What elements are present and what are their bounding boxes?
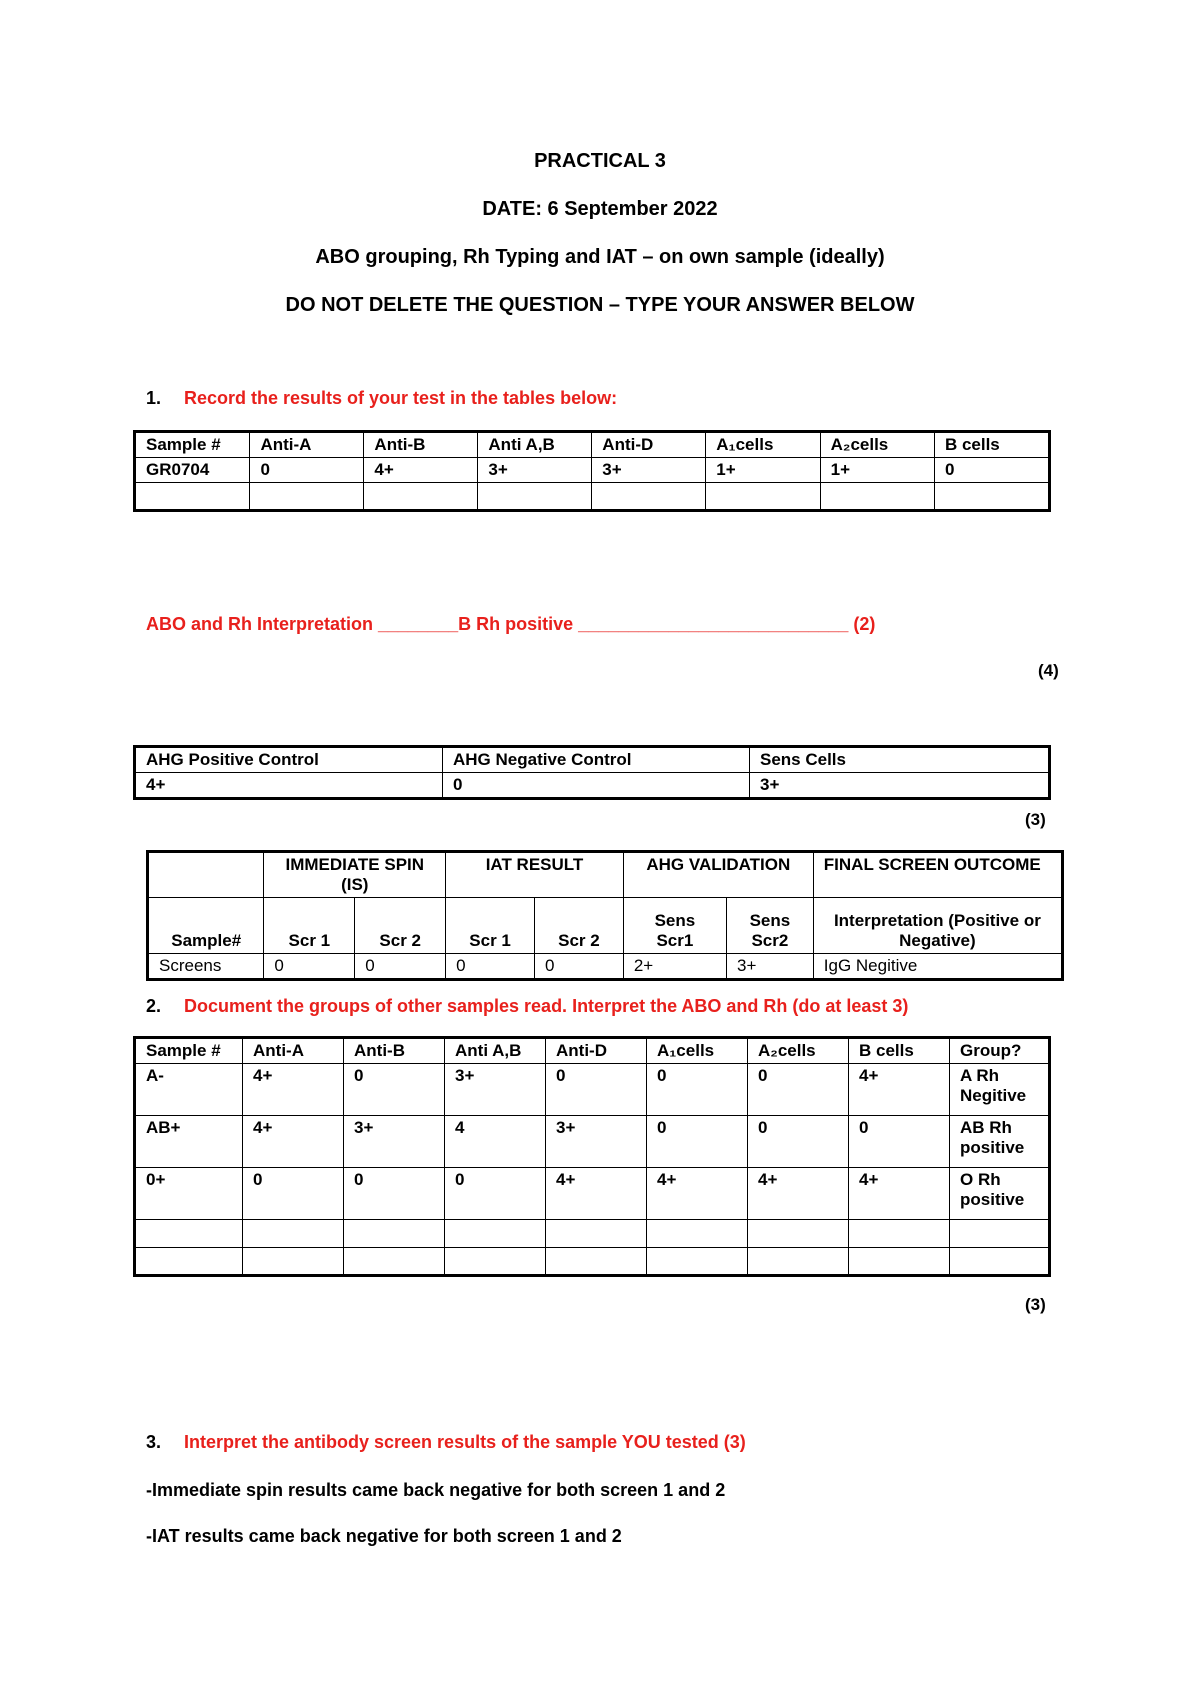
table-cell: 0 [748, 1116, 849, 1168]
table-header-cell: Sample # [135, 1038, 243, 1064]
table-cell: IgG Negitive [813, 954, 1062, 980]
table-row [135, 1116, 1050, 1168]
table-header-cell: A₁cells [706, 432, 820, 458]
table-header-cell: Interpretation (Positive or Negative) [813, 898, 1062, 954]
table-cell[interactable] [849, 1220, 950, 1248]
table-header-row [135, 747, 1050, 773]
table-cell: 0 [443, 773, 750, 799]
table-row-empty [135, 483, 1050, 511]
table-cell: 0 [647, 1116, 748, 1168]
table-cell: 4+ [849, 1168, 950, 1220]
table-cell: 0 [934, 458, 1049, 483]
q1-results-table [133, 430, 1051, 512]
question-1 [146, 388, 617, 409]
table-cell: 0 [446, 954, 535, 980]
table-cell: 1+ [706, 458, 820, 483]
mark-3-ahg: (3) [1025, 810, 1046, 829]
table-cell: 4+ [243, 1116, 344, 1168]
table-cell[interactable] [243, 1220, 344, 1248]
q3-answer-line: -Immediate spin results came back negative for both screen 1 and 2 [146, 1480, 726, 1500]
table-row [135, 773, 1050, 799]
table-header-row [135, 432, 1050, 458]
table-header-row [135, 1038, 1050, 1064]
table-cell: 3+ [478, 458, 592, 483]
table-header-cell: AHG Positive Control [135, 747, 443, 773]
table-cell: 0 [849, 1116, 950, 1168]
table-header-cell: Sens Cells [750, 747, 1050, 773]
table-cell: Screens [148, 954, 264, 980]
table-cell: 4+ [243, 1064, 344, 1116]
table-header-cell: Scr 2 [535, 898, 624, 954]
table-header-cell: Anti A,B [445, 1038, 546, 1064]
table-cell: 0 [748, 1064, 849, 1116]
question-3-text: Interpret the antibody screen results of the sample YOU tested (3) [184, 1432, 746, 1452]
q2-samples-table [133, 1036, 1051, 1277]
table-cell: 4+ [849, 1064, 950, 1116]
ahg-control-table [133, 745, 1051, 800]
table-cell: 3+ [546, 1116, 647, 1168]
table-cell: 0 [344, 1064, 445, 1116]
table-cell: 4 [445, 1116, 546, 1168]
table-cell[interactable] [706, 483, 820, 511]
date-line: DATE: 6 September 2022 [482, 198, 718, 220]
question-1-number: 1. [146, 388, 162, 408]
question-2 [146, 996, 908, 1017]
table-cell[interactable] [546, 1248, 647, 1276]
table-header-cell: Anti-D [592, 432, 706, 458]
antibody-screen-table [146, 850, 1064, 981]
table-cell[interactable] [748, 1248, 849, 1276]
table-cell: AB Rh positive [950, 1116, 1050, 1168]
table-header-cell: AHG Negative Control [443, 747, 750, 773]
table-cell: 3+ [726, 954, 813, 980]
table-header-cell: IMMEDIATE SPIN (IS) [264, 852, 446, 898]
table-header-cell: B cells [849, 1038, 950, 1064]
table-cell: 0 [243, 1168, 344, 1220]
table-header-cell: AHG VALIDATION [623, 852, 813, 898]
table-header-cell: A₂cells [748, 1038, 849, 1064]
table-header-cell: Scr 1 [446, 898, 535, 954]
table-row [135, 1064, 1050, 1116]
table-cell[interactable] [445, 1220, 546, 1248]
table-header-cell: Scr 1 [264, 898, 355, 954]
question-2-number: 2. [146, 996, 162, 1016]
table-cell: 4+ [546, 1168, 647, 1220]
table-header-cell: Sens Scr1 [623, 898, 726, 954]
table-cell: 0 [355, 954, 446, 980]
table-header-cell: A₂cells [820, 432, 934, 458]
table-cell: 4+ [135, 773, 443, 799]
instruction: DO NOT DELETE THE QUESTION – TYPE YOUR ANSWER BELOW [285, 294, 915, 316]
subtitle: ABO grouping, Rh Typing and IAT – on own sample (ideally) [315, 246, 885, 268]
q3-answer-line: -IAT results came back negative for both screen 1 and 2 [146, 1526, 622, 1546]
table-row-empty [135, 1248, 1050, 1276]
table-cell: 3+ [445, 1064, 546, 1116]
table-cell[interactable] [135, 1248, 243, 1276]
table-cell[interactable] [135, 483, 250, 511]
question-3 [146, 1432, 746, 1453]
table-header-cell: Sens Scr2 [726, 898, 813, 954]
table-header-cell: Anti-A [243, 1038, 344, 1064]
table-cell[interactable] [950, 1248, 1050, 1276]
table-header-cell: Sample # [135, 432, 250, 458]
table-cell[interactable] [546, 1220, 647, 1248]
table-row [135, 1168, 1050, 1220]
table-group-header-row [148, 852, 1063, 898]
table-header-cell: Anti-A [250, 432, 364, 458]
table-cell: GR0704 [135, 458, 250, 483]
table-cell[interactable] [849, 1248, 950, 1276]
table-header-cell: Sample# [148, 898, 264, 954]
table-row [135, 458, 1050, 483]
table-cell: O Rh positive [950, 1168, 1050, 1220]
table-cell: 0 [535, 954, 624, 980]
table-cell: 0+ [135, 1168, 243, 1220]
table-cell: 3+ [344, 1116, 445, 1168]
table-header-cell: Anti-D [546, 1038, 647, 1064]
table-row-empty [135, 1220, 1050, 1248]
table-cell: 0 [647, 1064, 748, 1116]
abo-rh-interpretation: ABO and Rh Interpretation ________B Rh positive ___________________________ (2) [146, 614, 876, 634]
table-sub-header-row [148, 898, 1063, 954]
table-cell: 1+ [820, 458, 934, 483]
table-cell[interactable] [344, 1220, 445, 1248]
table-cell[interactable] [364, 483, 478, 511]
table-cell: 0 [546, 1064, 647, 1116]
table-cell: 0 [445, 1168, 546, 1220]
table-header-cell: Anti-B [344, 1038, 445, 1064]
question-1-text: Record the results of your test in the tables below: [184, 388, 618, 408]
table-cell[interactable] [243, 1248, 344, 1276]
question-2-text: Document the groups of other samples read. Interpret the ABO and Rh (do at least 3) [184, 996, 909, 1016]
table-cell: A Rh Negitive [950, 1064, 1050, 1116]
table-cell: 4+ [748, 1168, 849, 1220]
table-cell: 3+ [750, 773, 1050, 799]
table-cell[interactable] [135, 1220, 243, 1248]
page-title: PRACTICAL 3 [534, 150, 666, 172]
table-cell[interactable] [647, 1220, 748, 1248]
table-cell: 4+ [364, 458, 478, 483]
table-cell: 0 [264, 954, 355, 980]
table-header-cell: A₁cells [647, 1038, 748, 1064]
table-cell[interactable] [445, 1248, 546, 1276]
table-cell[interactable] [820, 483, 934, 511]
table-header-cell: Group? [950, 1038, 1050, 1064]
table-cell[interactable] [950, 1220, 1050, 1248]
table-cell: A- [135, 1064, 243, 1116]
table-cell[interactable] [478, 483, 592, 511]
table-cell: 2+ [623, 954, 726, 980]
table-cell[interactable] [647, 1248, 748, 1276]
mark-3-q2: (3) [1025, 1295, 1046, 1314]
table-row [148, 954, 1063, 980]
table-cell[interactable] [592, 483, 706, 511]
table-header-cell: Scr 2 [355, 898, 446, 954]
table-cell[interactable] [934, 483, 1049, 511]
table-cell: 4+ [647, 1168, 748, 1220]
table-cell: 3+ [592, 458, 706, 483]
table-cell: AB+ [135, 1116, 243, 1168]
table-cell[interactable] [250, 483, 364, 511]
table-cell: 0 [344, 1168, 445, 1220]
table-header-cell-empty [148, 852, 264, 898]
table-header-cell: IAT RESULT [446, 852, 624, 898]
table-cell[interactable] [748, 1220, 849, 1248]
table-header-cell: Anti-B [364, 432, 478, 458]
table-cell[interactable] [344, 1248, 445, 1276]
table-header-cell: B cells [934, 432, 1049, 458]
table-header-cell: FINAL SCREEN OUTCOME [813, 852, 1062, 898]
table-cell: 0 [250, 458, 364, 483]
mark-4: (4) [1038, 661, 1059, 680]
question-3-number: 3. [146, 1432, 162, 1452]
table-header-cell: Anti A,B [478, 432, 592, 458]
